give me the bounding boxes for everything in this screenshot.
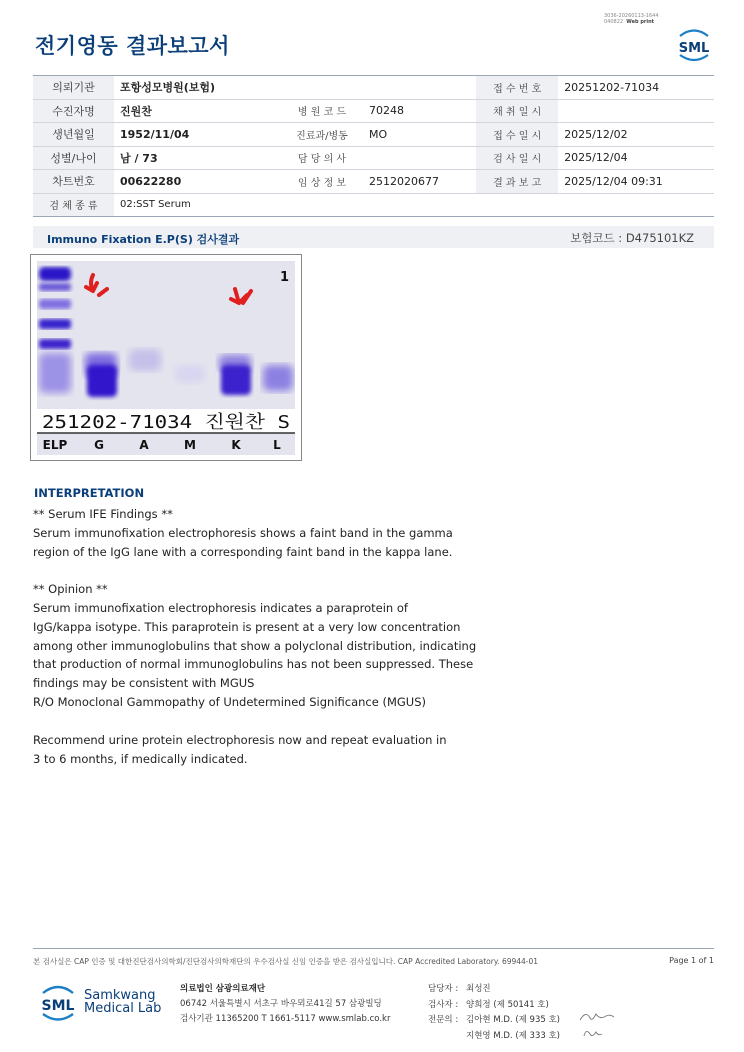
label-birth-date: 생년월일 (33, 123, 114, 147)
insurance-code: 보험코드 : D475101KZ (570, 231, 694, 245)
lane-label-elp: ELP (42, 438, 68, 452)
info-row (33, 123, 714, 147)
footer-divider (33, 948, 714, 949)
gel-photo (37, 261, 295, 455)
print-meta (604, 13, 659, 25)
opinion-text: Serum immunofixation electrophoresis indicates a paraprotein of IgG/kappa isotype. This paraprotein is present at a very low concentration among other immunoglobulins that show a polyclonal distribution, indicating that production of normal immunoglobulins has not been suppressed. These findings may be consistent with MGUS R/O Monoclonal Gammopathy of Undetermined Significance (MGUS) (33, 601, 477, 709)
sml-logo-bottom-text: SML (41, 998, 75, 1014)
staff-role: 전문의 : (428, 1015, 459, 1025)
sml-logo-bottom (37, 981, 79, 1025)
staff-name: 양희정 (제 50141 호) (466, 999, 549, 1010)
igg-lane (85, 353, 117, 397)
org-address: 06742 서울특별시 서초구 바우뫼로41길 57 삼광빌딩 (180, 999, 382, 1009)
department: MO (363, 123, 476, 147)
signature-image (576, 1008, 616, 1042)
brand-name (84, 989, 161, 1015)
info-row (33, 193, 714, 217)
lane-label-m: M (184, 438, 196, 452)
report-title: 전기영동 결과보고서 (35, 34, 230, 58)
brand-line2: Medical Lab (84, 1001, 162, 1016)
staff-role: 담당자 : (428, 984, 459, 994)
org-contact: 검사기관 11365200 T 1661-5117 www.smlab.co.kr (180, 1014, 391, 1024)
staff-role: 검사자 : (428, 999, 459, 1010)
ife-gel-image (30, 254, 302, 461)
label-department: 진료과/병동 (281, 123, 363, 147)
accession-number: 20251202-71034 (558, 76, 714, 100)
info-row (33, 170, 714, 194)
lane-label-g: G (94, 438, 104, 452)
patient-info-table (33, 75, 714, 217)
info-row (33, 76, 714, 100)
hospital-code: 70248 (363, 99, 476, 123)
label-requesting-institution: 의뢰기관 (33, 76, 114, 100)
birth-date: 1952/11/04 (114, 123, 281, 147)
iga-lane (129, 349, 161, 371)
physician (363, 146, 476, 170)
staff-name: 지현영 M.D. (제 333 호) (466, 1030, 561, 1041)
label-hospital-code: 병 원 코 드 (281, 99, 363, 123)
test-date: 2025/12/04 (558, 146, 714, 170)
report-date: 2025/12/04 09:31 (558, 170, 714, 194)
label-test-date: 검 사 일 시 (476, 146, 558, 170)
organization-info (180, 982, 390, 1027)
findings-text: Serum immunofixation electrophoresis shows a faint band in the gamma region of the IgG lane with a corresponding faint band in the kappa lane. (33, 526, 453, 559)
lambda-lane (263, 365, 293, 391)
igm-lane (175, 365, 205, 383)
label-collection-date: 채 취 일 시 (476, 99, 558, 123)
sex-age: 남 / 73 (114, 146, 281, 170)
label-specimen-type: 검 체 종 류 (33, 193, 114, 217)
staff-name: 최성진 (466, 984, 491, 994)
collection-date (558, 99, 714, 123)
staff-info (428, 982, 560, 1044)
staff-row (428, 1013, 560, 1029)
recommendation-text: Recommend urine protein electrophoresis now and repeat evaluation in 3 to 6 months, if medically indicated. (33, 733, 447, 766)
brand-line1: Samkwang (84, 988, 156, 1003)
accreditation-note: 본 검사실은 CAP 인증 및 대한진단검사의학회/진단검사의학재단의 우수검사실 신임 인증을 받은 검사실입니다. CAP Accredited Laboratory. 69944-01 (33, 957, 539, 966)
label-patient-name: 수진자명 (33, 99, 114, 123)
label-received-date: 접 수 일 시 (476, 123, 558, 147)
sml-logo-top (675, 27, 713, 63)
print-code: 3036-20260113-1644 (604, 13, 659, 19)
lane-label-l: L (273, 438, 281, 452)
clinical-info: 2512020677 (363, 170, 476, 194)
info-row (33, 146, 714, 170)
print-sub: 040822 Web print (604, 19, 655, 25)
staff-row (428, 982, 560, 998)
findings-title: ** Serum IFE Findings ** (33, 507, 173, 521)
label-sex-age: 성별/나이 (33, 146, 114, 170)
label-report-date: 결 과 보 고 (476, 170, 558, 194)
label-chart-number: 차트번호 (33, 170, 114, 194)
specimen-type: 02:SST Serum (114, 193, 714, 217)
chart-number: 00622280 (114, 170, 281, 194)
staff-row (428, 998, 560, 1014)
label-accession-number: 접 수 번 호 (476, 76, 558, 100)
sml-logo-text: SML (678, 41, 710, 56)
lane-label-a: A (139, 438, 149, 452)
label-physician: 담 당 의 사 (281, 146, 363, 170)
kappa-lane (219, 355, 251, 395)
received-date: 2025/12/02 (558, 123, 714, 147)
label-clinical-info: 임 상 정 보 (281, 170, 363, 194)
page-number: Page 1 of 1 (669, 956, 714, 965)
staff-role (428, 1029, 466, 1045)
web-print-label: Web print (626, 19, 655, 25)
staff-name: 김아현 M.D. (제 935 호) (466, 1015, 561, 1025)
gel-sample-label: 251202-71034 진원찬 S (42, 412, 257, 433)
lane-label-k: K (231, 438, 241, 452)
staff-row (428, 1029, 560, 1045)
gel-lane-number: 1 (279, 270, 289, 285)
org-name: 의료법인 삼광의료재단 (180, 984, 266, 994)
opinion-title: ** Opinion ** (33, 582, 108, 596)
requesting-institution: 포항성모병원(보험) (114, 76, 476, 100)
interpretation-heading: INTERPRETATION (34, 486, 145, 500)
patient-name: 진원찬 (114, 99, 281, 123)
section-title: Immuno Fixation E.P(S) 검사결과 (47, 233, 240, 246)
result-section-bar (33, 226, 714, 248)
info-row (33, 99, 714, 123)
